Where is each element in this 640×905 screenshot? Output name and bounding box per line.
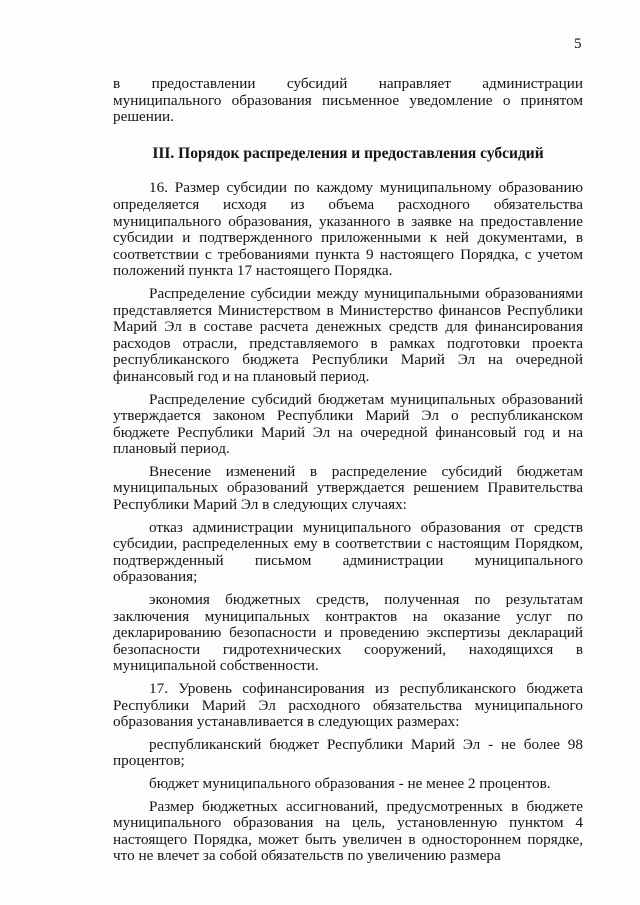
paragraph-case-savings: экономия бюджетных средств, полученная по результатам заключения муниципальных контрактов на оказание услуг по декларированию безопасности и проведению экспертизы деклараций безопасности гидротехнических сооружений, находящихся в муниципальной собственности. <box>113 591 583 675</box>
paragraph-municipal-share: бюджет муниципального образования - не менее 2 процентов. <box>149 774 551 792</box>
page-number: 5 <box>574 36 582 52</box>
paragraph-17: 17. Уровень софинансирования из республиканского бюджета Республики Марий Эл расходного обязательства муниципального образования устанавливается в следующих размерах: <box>113 680 583 731</box>
paragraph-republic-share: республиканский бюджет Республики Марий Эл - не более 98 процентов; <box>113 735 583 770</box>
section-heading: III. Порядок распределения и предоставления субсидий <box>152 144 544 162</box>
paragraph-budget-increase: Размер бюджетных ассигнований, предусмотренных в бюджете муниципального образования на цель, установленную пунктом 4 настоящего Порядка, может быть увеличен в одностороннем порядке, что не влечет за собой обязательств по увеличению размера <box>113 797 583 865</box>
document-body <box>113 76 583 865</box>
paragraph-case-refusal: отказ администрации муниципального образования от средств субсидии, распределенных ему в соответствии с настоящим Порядком, подтвержденный письмом администрации муниципального образования; <box>113 518 583 586</box>
paragraph-amendments: Внесение изменений в распределение субсидий бюджетам муниципальных образований утверждается решением Правительства Республики Марий Эл в следующих случаях: <box>113 462 583 514</box>
paragraph-16: 16. Размер субсидии по каждому муниципальному образованию определяется исходя из объема расходного обязательства муниципального образования, указанного в заявке на предоставление субсидии и подтвержденного приложенными к ней документами, в соответствии с требованиями пункта 9 настоящего Порядка, с учетом положений пункта 17 настоящего Порядка. <box>113 179 583 280</box>
paragraph-distribution-submission: Распределение субсидии между муниципальными образованиями представляется Министерством в Министерство финансов Республики Марий Эл в составе расчета денежных средств для финансирования расходов отрасли, представляемого в рамках подготовки проекта республиканского бюджета Республики Марий Эл на очередной финансовый год и на плановый период. <box>113 284 583 385</box>
paragraph-distribution-approval: Распределение субсидий бюджетам муниципальных образований утверждается законом Республики Марий Эл о республиканском бюджете Республики Марий Эл на очередной финансовый год и на плановый период. <box>113 390 583 458</box>
intro-paragraph: в предоставлении субсидий направляет администрации муниципального образования письменное уведомление о принятом решении. <box>113 75 583 126</box>
